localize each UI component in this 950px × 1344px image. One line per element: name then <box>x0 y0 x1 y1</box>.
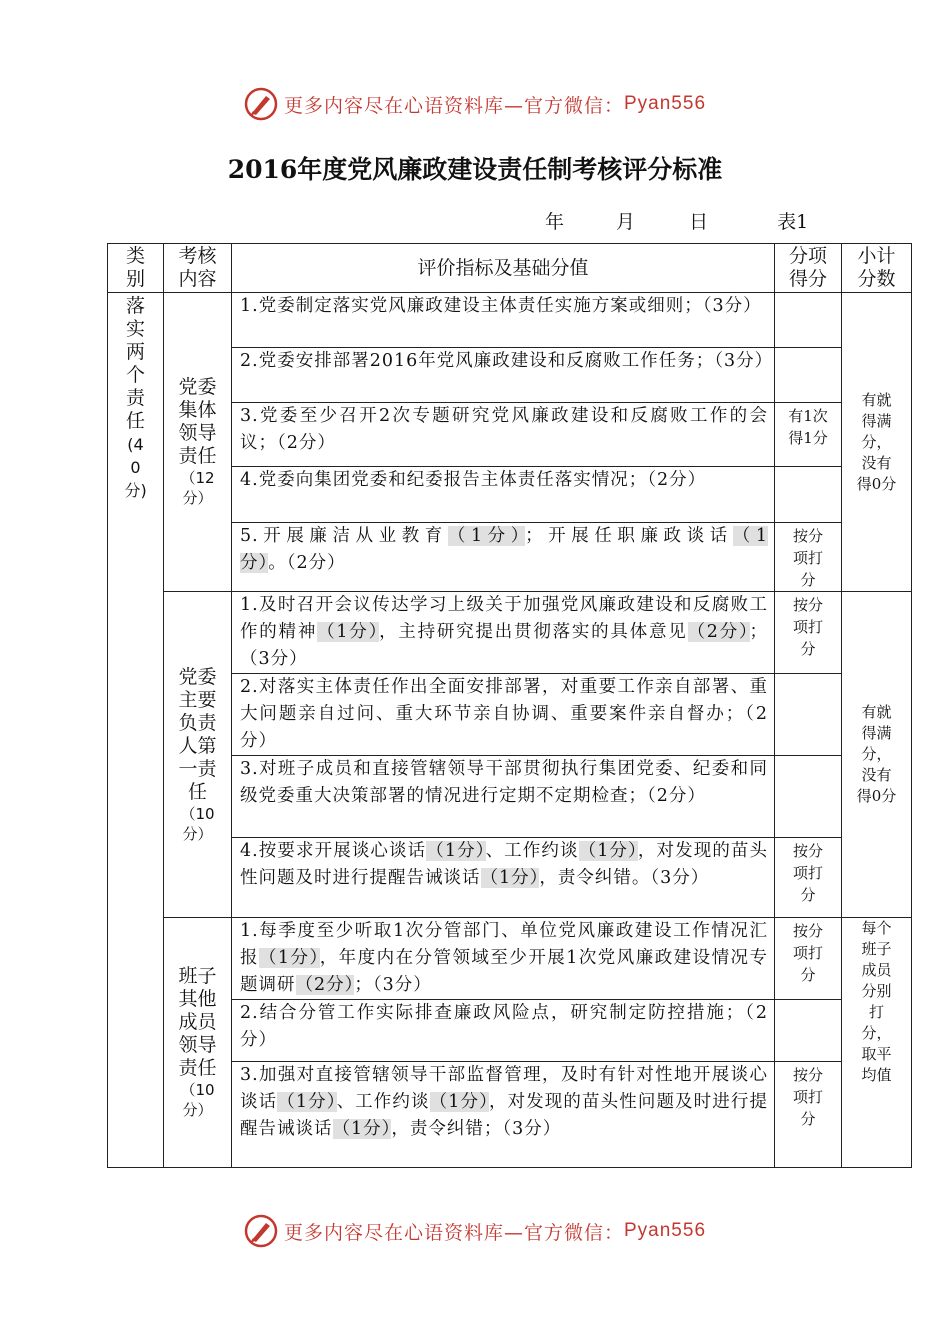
indicator-cell <box>232 403 775 467</box>
item-score-cell <box>775 348 842 403</box>
indicator-cell <box>232 838 775 918</box>
item-score-cell <box>775 918 842 1000</box>
category-label: 落实两个责任 <box>125 295 145 432</box>
indicator-text: 2.对落实主体责任作出全面安排部署，对重要工作亲自部署、重大问题亲自过问、重大环节亲自协调、重要案件亲自督办；（2分） <box>240 677 768 751</box>
header-indicators: 评价指标及基础分值 <box>232 244 775 293</box>
indicator-cell <box>232 756 775 838</box>
sub-score-highlight: （1分） <box>480 868 540 888</box>
category-cell <box>108 293 164 1168</box>
indicator-text: ，责令纠错；（3分） <box>391 1119 562 1139</box>
footer-banner <box>0 1211 950 1251</box>
sub-score-highlight: （1分） <box>332 1119 392 1139</box>
header-content: 考核内容 <box>164 244 232 293</box>
sub-score-highlight: （1分） <box>447 526 526 546</box>
item-score-note: 按分项打分 <box>792 527 823 589</box>
indicator-text: 3.党委至少召开2次专题研究党风廉政建设和反腐败工作的会议；（2分） <box>240 406 768 453</box>
item-score-cell <box>775 1062 842 1168</box>
banner-wechat-id: Pyan556 <box>624 93 707 114</box>
sub-score-highlight: （1分） <box>240 526 769 573</box>
item-score-note: 按分项打分 <box>792 922 823 984</box>
indicator-text: ，年度内在分管领域至少开展1次党风廉政建设情况专题调研 <box>240 948 769 995</box>
banner-text: 更多内容尽在心语资料库—官方微信： <box>283 94 624 117</box>
content-cell <box>164 592 232 918</box>
indicator-cell <box>232 348 775 403</box>
indicator-cell <box>232 467 775 523</box>
header-item-score: 分项得分 <box>775 244 842 293</box>
item-score-cell <box>775 403 842 467</box>
item-score-cell <box>775 293 842 348</box>
indicator-text: ；（3分） <box>354 975 432 995</box>
subtotal-rule: 每个班子成员分别打分，取平均值 <box>861 919 892 1084</box>
sub-score-highlight: （1分） <box>277 1092 337 1112</box>
item-score-note: 按分项打分 <box>792 1066 823 1128</box>
indicator-text: 、工作约谈 <box>485 841 579 861</box>
date-year: 年 <box>545 211 565 233</box>
date-month: 月 <box>616 211 636 233</box>
indicator-text: ；（3分） <box>240 622 769 669</box>
indicator-text: ，对发现的苗头性问题及时进行提醒告诫谈话 <box>240 1092 769 1139</box>
table-row <box>108 293 912 348</box>
date-line <box>545 207 808 234</box>
sub-score-highlight: （2分） <box>687 622 750 642</box>
sub-score-highlight: （1分） <box>578 841 638 861</box>
indicator-text: 、工作约谈 <box>336 1092 430 1112</box>
subtotal-cell <box>842 293 912 592</box>
indicator-text: ；开展任职廉政谈话 <box>525 526 733 546</box>
content-cell <box>164 918 232 1168</box>
category-points: (40分) <box>124 435 147 500</box>
item-score-cell <box>775 1000 842 1062</box>
subtotal-cell <box>842 918 912 1168</box>
indicator-cell <box>232 1000 775 1062</box>
item-score-note: 按分项打分 <box>792 842 823 904</box>
content-points: （10分） <box>180 804 215 843</box>
scoring-table <box>107 243 912 1168</box>
item-score-cell <box>775 838 842 918</box>
indicator-cell <box>232 674 775 756</box>
item-score-note: 有1次得1分 <box>788 407 828 447</box>
subtotal-rule: 有就得满分，没有得0分 <box>856 703 897 805</box>
content-cell <box>164 293 232 592</box>
indicator-text: 。（2分） <box>268 553 346 573</box>
indicator-text: 4.按要求开展谈心谈话 <box>240 841 427 861</box>
indicator-cell <box>232 523 775 592</box>
item-score-note: 按分项打分 <box>792 596 823 658</box>
indicator-text: 5.开展廉洁从业教育 <box>240 526 448 546</box>
header-subtotal: 小计分数 <box>842 244 912 293</box>
item-score-cell <box>775 523 842 592</box>
indicator-cell <box>232 918 775 1000</box>
indicator-text: 2.结合分管工作实际排查廉政风险点，研究制定防控措施；（2分） <box>240 1003 768 1050</box>
table-number: 表1 <box>777 211 809 233</box>
sub-score-highlight: （1分） <box>429 1092 489 1112</box>
header-banner <box>0 84 950 124</box>
item-score-cell <box>775 592 842 674</box>
sub-score-highlight: （1分） <box>426 841 486 861</box>
date-day: 日 <box>689 211 709 233</box>
indicator-text: 3.加强对直接管辖领导干部监督管理，及时有针对性地开展谈心谈话 <box>240 1065 768 1112</box>
indicator-text: 4.党委向集团党委和纪委报告主体责任落实情况；（2分） <box>240 470 707 490</box>
content-label: 班子其他成员领导责任 <box>178 965 217 1079</box>
sub-score-highlight: （1分） <box>258 948 320 968</box>
content-points: （10分） <box>180 1081 215 1119</box>
indicator-cell <box>232 1062 775 1168</box>
table-header-row <box>108 244 912 293</box>
document-title: 2016年度党风廉政建设责任制考核评分标准 <box>227 155 723 184</box>
header-category: 类别 <box>108 244 164 293</box>
indicator-text: 2.党委安排部署2016年党风廉政建设和反腐败工作任务；（3分） <box>240 351 774 371</box>
indicator-cell <box>232 592 775 674</box>
table-row <box>108 918 912 1000</box>
banner-wechat-id: Pyan556 <box>624 1220 707 1241</box>
sub-score-highlight: （1分） <box>317 622 380 642</box>
sub-score-highlight: （2分） <box>295 975 355 995</box>
item-score-cell <box>775 756 842 838</box>
pen-logo-icon <box>244 1214 278 1248</box>
pen-logo-icon <box>244 87 278 121</box>
content-label: 党委主要负责人第一责任 <box>178 665 217 803</box>
indicator-text: ，责令纠错。（3分） <box>539 868 710 888</box>
banner-text: 更多内容尽在心语资料库—官方微信： <box>283 1221 624 1244</box>
content-label: 党委集体领导责任 <box>178 376 217 467</box>
indicator-text: 1.每季度至少听取1次分管部门、单位党风廉政建设工作情况汇报 <box>240 921 768 968</box>
content-points: （12分） <box>180 469 215 507</box>
subtotal-cell <box>842 592 912 918</box>
item-score-cell <box>775 674 842 756</box>
table-row <box>108 592 912 674</box>
indicator-text: 3.对班子成员和直接管辖领导干部贯彻执行集团党委、纪委和同级党委重大决策部署的情况进行定期不定期检查；（2分） <box>240 759 768 806</box>
indicator-text: ，主持研究提出贯彻落实的具体意见 <box>379 622 688 642</box>
indicator-text: ，对发现的苗头性问题及时进行提醒告诫谈话 <box>240 841 769 888</box>
indicator-text: 1.及时召开会议传达学习上级关于加强党风廉政建设和反腐败工作的精神 <box>240 595 768 642</box>
indicator-text: 1.党委制定落实党风廉政建设主体责任实施方案或细则；（3分） <box>240 296 762 316</box>
item-score-cell <box>775 467 842 523</box>
subtotal-rule: 有就得满分，没有得0分 <box>856 390 897 493</box>
indicator-cell <box>232 293 775 348</box>
